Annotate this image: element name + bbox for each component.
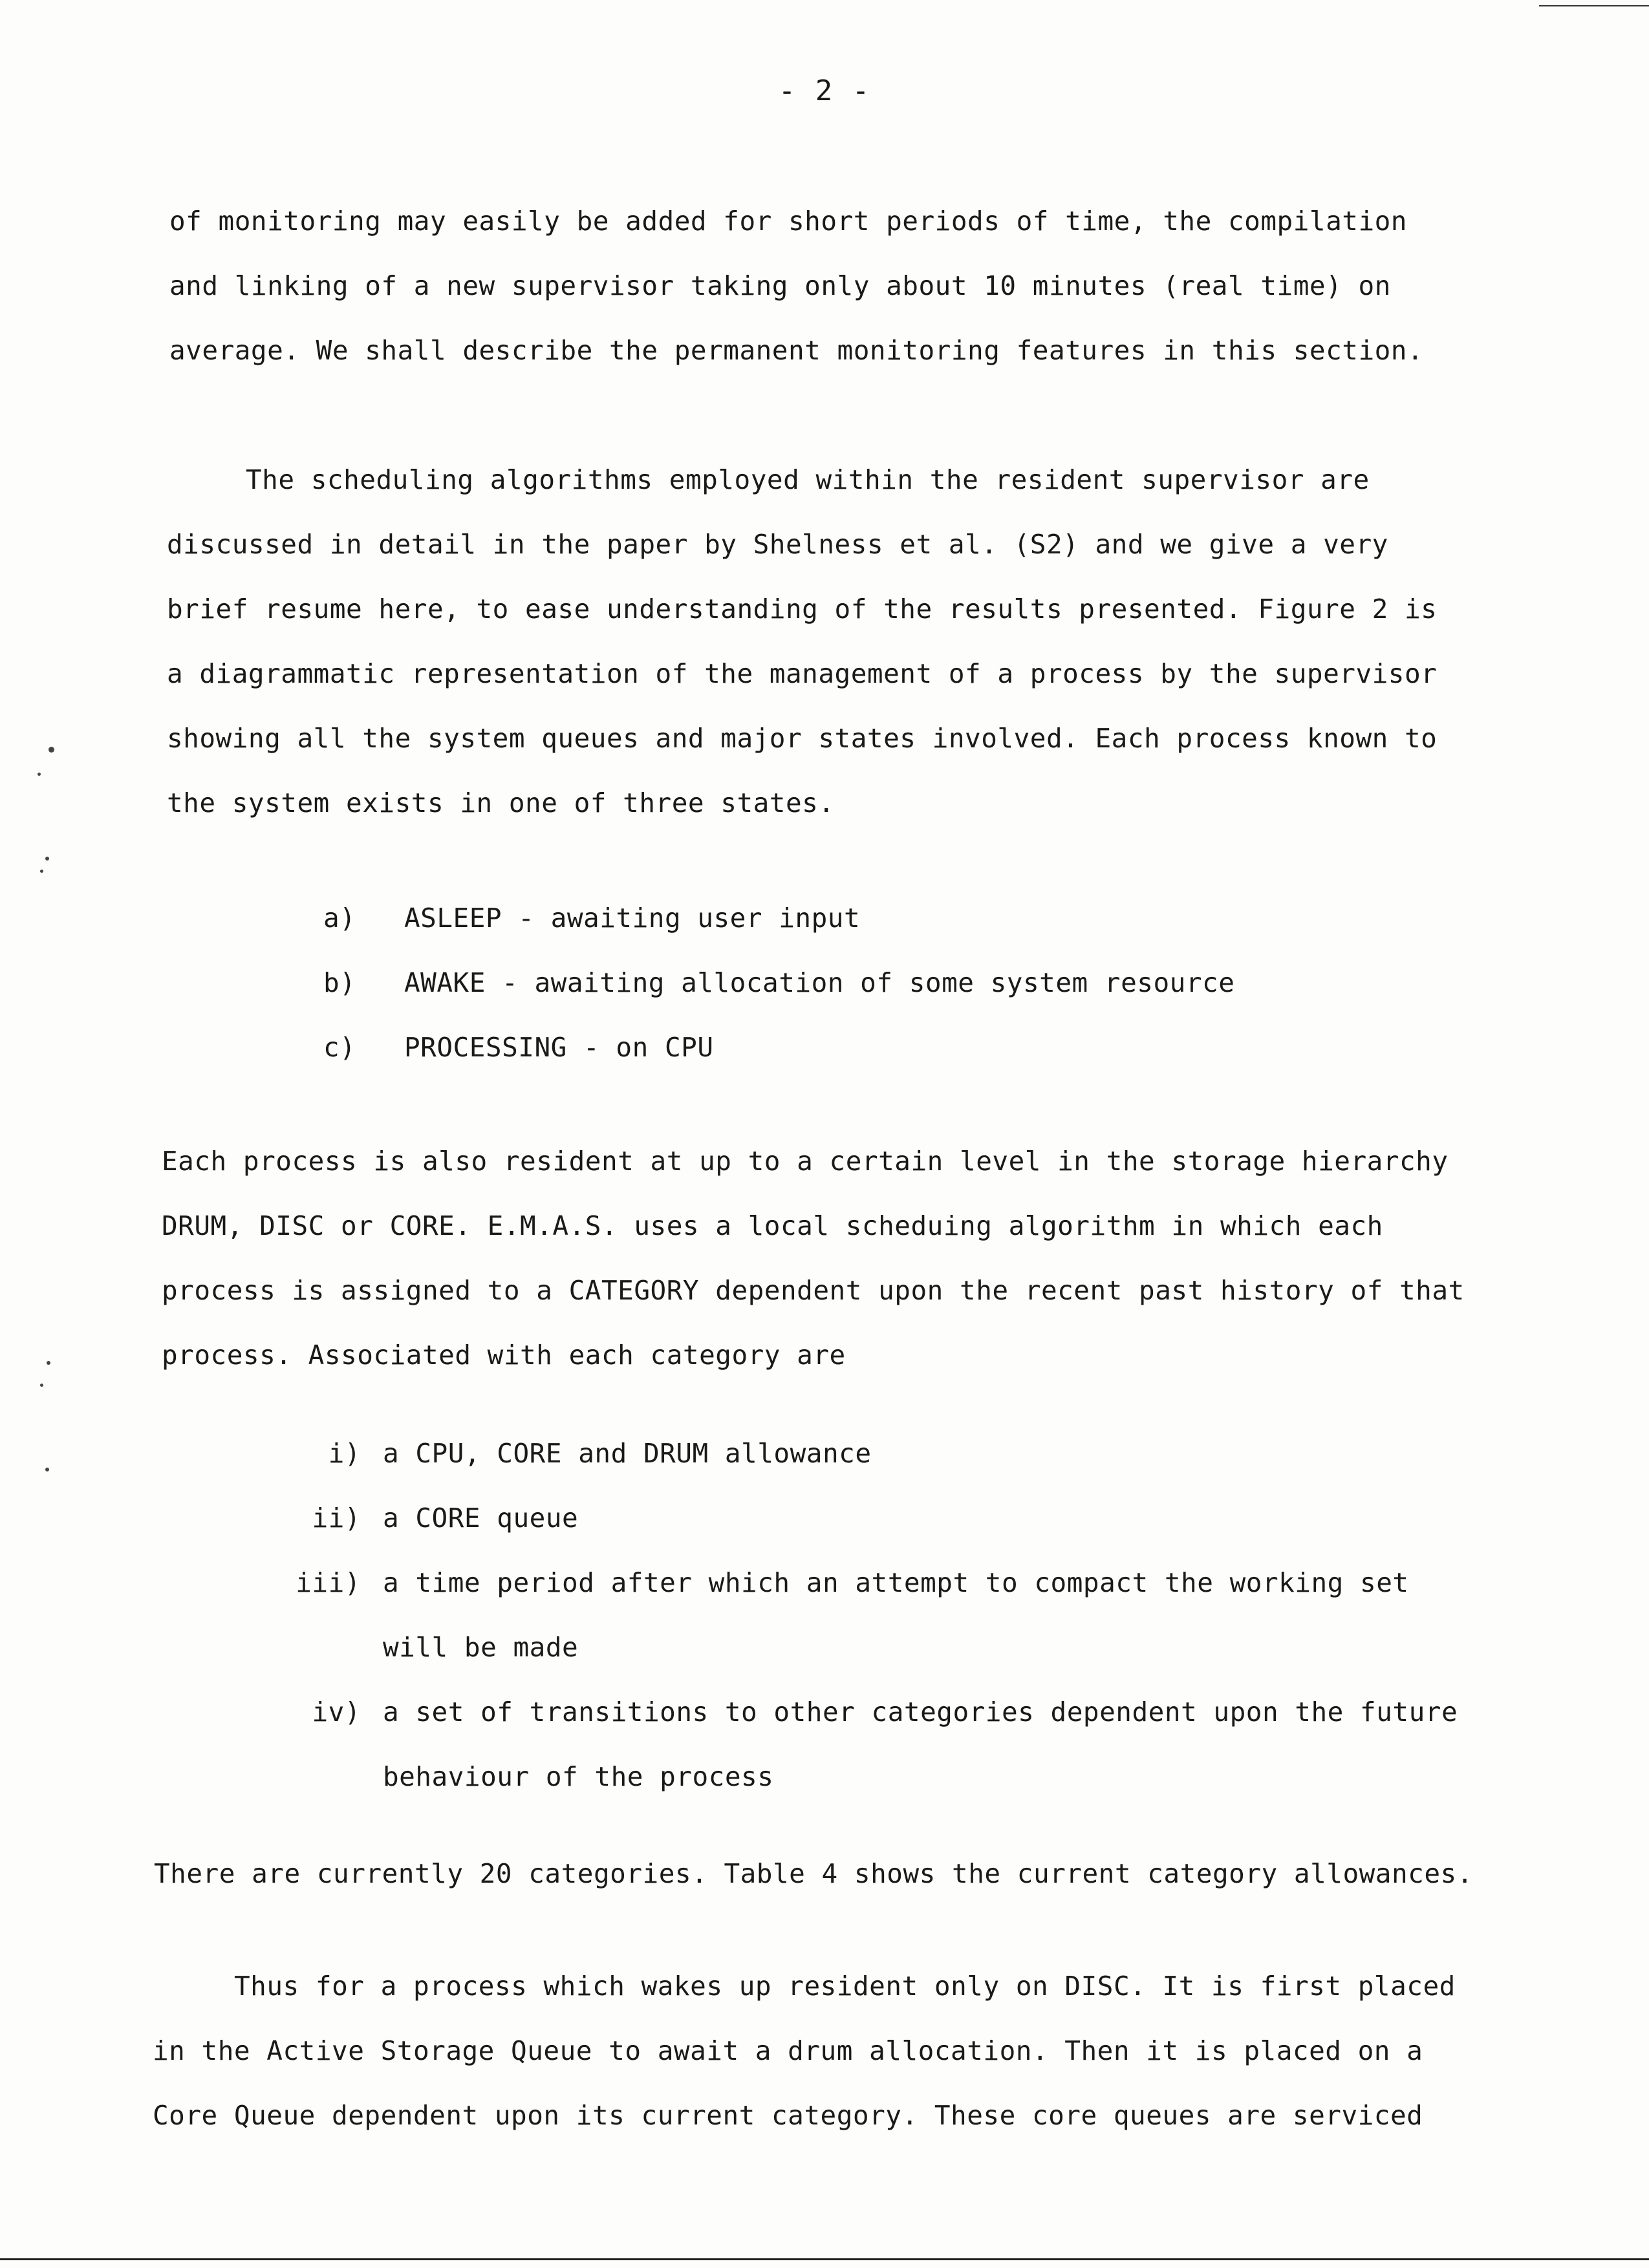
text-line: Each process is also resident at up to a certain level in the storage hierarchy (162, 1146, 1449, 1177)
paragraph-3 (162, 1129, 1487, 1387)
list-label: iii) (296, 1567, 361, 1598)
text-line: in the Active Storage Queue to await a drum allocation. Then it is placed on a (153, 2035, 1423, 2066)
paragraph-5 (153, 1954, 1478, 2148)
list-label: ii) (312, 1503, 361, 1534)
list-text: AWAKE - awaiting allocation of some system resource (404, 967, 1235, 998)
list-item (0, 1015, 1649, 1080)
list-text: will be made (383, 1632, 579, 1663)
list-label: i) (328, 1438, 361, 1469)
text-line: There are currently 20 categories. Table 4 shows the current category allowances. (154, 1858, 1473, 1889)
list-item (0, 1421, 1649, 1486)
text-line: a diagrammatic representation of the management of a process by the supervisor (167, 658, 1438, 689)
scan-speck (40, 1384, 43, 1387)
scan-speck (38, 773, 41, 776)
states-list (0, 886, 1649, 1080)
list-text: a CORE queue (383, 1503, 579, 1534)
text-line: brief resume here, to ease understanding of the results presented. Figure 2 is (167, 594, 1438, 625)
list-text: ASLEEP - awaiting user input (404, 903, 861, 934)
text-line: Thus for a process which wakes up resident only on DISC. It is first placed (234, 1971, 1456, 2002)
text-line: process. Associated with each category are (162, 1340, 846, 1371)
list-item-continuation (0, 1615, 1649, 1680)
text-line: DRUM, DISC or CORE. E.M.A.S. uses a local scheduing algorithm in which each (162, 1210, 1383, 1241)
scan-speck (45, 857, 49, 861)
text-line: of monitoring may easily be added for short periods of time, the compilation (169, 206, 1407, 237)
list-text: a time period after which an attempt to compact the working set (383, 1567, 1409, 1598)
paragraph-1 (169, 189, 1495, 383)
list-item (0, 1486, 1649, 1550)
bottom-edge-line (0, 2258, 1649, 2260)
text-line: average. We shall describe the permanent monitoring features in this section. (169, 335, 1424, 366)
scan-speck (48, 747, 54, 753)
list-label: a) (323, 903, 356, 934)
text-line: The scheduling algorithms employed within the resident supervisor are (246, 464, 1370, 495)
text-line: showing all the system queues and major states involved. Each process known to (167, 723, 1438, 754)
list-item (0, 1680, 1649, 1744)
text-line: the system exists in one of three states. (167, 787, 835, 818)
top-edge-line (1539, 5, 1649, 6)
list-text: a CPU, CORE and DRUM allowance (383, 1438, 872, 1469)
scan-speck (47, 1361, 50, 1365)
scan-speck (40, 870, 43, 873)
list-label: iv) (312, 1696, 361, 1728)
text-line: and linking of a new supervisor taking only about 10 minutes (real time) on (169, 270, 1391, 301)
list-item (0, 950, 1649, 1015)
category-list (0, 1421, 1649, 1809)
paragraph-4 (154, 1841, 1480, 1906)
text-line: discussed in detail in the paper by Shelness et al. (S2) and we give a very (167, 529, 1388, 560)
text-line: Core Queue dependent upon its current category. These core queues are serviced (153, 2100, 1423, 2131)
list-text: a set of transitions to other categories dependent upon the future (383, 1696, 1458, 1728)
list-item (0, 1550, 1649, 1615)
list-label: b) (323, 967, 356, 998)
scan-speck (45, 1468, 49, 1471)
text-line: process is assigned to a CATEGORY dependent upon the recent past history of that (162, 1275, 1465, 1306)
list-label: c) (323, 1032, 356, 1063)
list-text: PROCESSING - on CPU (404, 1032, 714, 1063)
page-number: - 2 - (778, 74, 871, 107)
list-text: behaviour of the process (383, 1761, 774, 1792)
paragraph-2 (167, 447, 1493, 835)
list-item (0, 886, 1649, 950)
list-item-continuation (0, 1744, 1649, 1809)
